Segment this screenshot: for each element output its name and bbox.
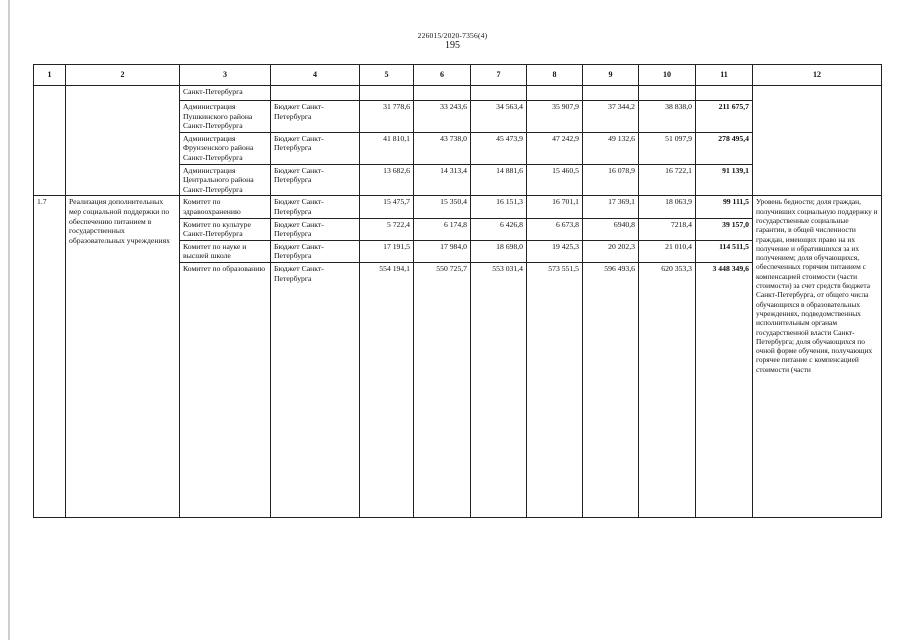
- source-cell: Бюджет Санкт-Петербурга: [271, 164, 360, 196]
- value-cell: 18 698,0: [471, 240, 527, 262]
- total-cell: 211 675,7: [696, 101, 753, 133]
- column-header: 3: [180, 65, 271, 86]
- value-cell: 47 242,9: [527, 132, 583, 164]
- value-cell: 15 350,4: [414, 196, 471, 218]
- measure-name-cell: Реализация дополнительных мер социальной поддержки по обеспечению питанием в государственных образовательных учреждениях: [66, 196, 180, 518]
- indicator-cell: Уровень бедности; доля граждан, получивших социальную поддержку и государственные социальные гарантии, в общей численности граждан, имеющих право на их получение и обратившихся за их получением; доля обучающихся, обеспеченных горячим питанием с компенсацией стоимости (части стоимости) за счет средств бюджета Санкт-Петербурга, от общего числа обучающихся в образовательных учреждениях, подведомственных исполнительным органам государственной власти Санкт-Петербурга; доля обучающихся по очной форме обучения, получающих горячее питание с компенсацией стоимости (части: [753, 196, 882, 518]
- value-cell: 20 202,3: [583, 240, 639, 262]
- total-cell: 3 448 349,6: [696, 262, 753, 517]
- value-cell: 14 313,4: [414, 164, 471, 196]
- value-cell: 573 551,5: [527, 262, 583, 517]
- total-cell: [696, 86, 753, 101]
- page-number: 195: [445, 40, 460, 51]
- executor-cell: Комитет по культуре Санкт-Петербурга: [180, 218, 271, 240]
- source-cell: Бюджет Санкт-Петербурга: [271, 240, 360, 262]
- number-cell: [34, 86, 66, 196]
- value-cell: 17 369,1: [583, 196, 639, 218]
- value-cell: [639, 86, 696, 101]
- source-cell: Бюджет Санкт-Петербурга: [271, 262, 360, 517]
- column-header: 2: [66, 65, 180, 86]
- value-cell: 34 563,4: [471, 101, 527, 133]
- value-cell: 14 881,6: [471, 164, 527, 196]
- value-cell: 6940,8: [583, 218, 639, 240]
- scan-edge-mark: [8, 0, 10, 640]
- value-cell: 37 344,2: [583, 101, 639, 133]
- value-cell: 596 493,6: [583, 262, 639, 517]
- total-cell: 99 111,5: [696, 196, 753, 218]
- total-cell: 278 495,4: [696, 132, 753, 164]
- column-header: 10: [639, 65, 696, 86]
- value-cell: 51 097,9: [639, 132, 696, 164]
- value-cell: 38 838,0: [639, 101, 696, 133]
- column-header: 5: [360, 65, 414, 86]
- total-cell: 114 511,5: [696, 240, 753, 262]
- value-cell: 6 174,8: [414, 218, 471, 240]
- value-cell: 16 151,3: [471, 196, 527, 218]
- budget-table: [33, 64, 882, 518]
- value-cell: [414, 86, 471, 101]
- table-row: [34, 196, 882, 218]
- column-header: 9: [583, 65, 639, 86]
- value-cell: 16 078,9: [583, 164, 639, 196]
- value-cell: 17 191,5: [360, 240, 414, 262]
- column-number-row: [34, 65, 882, 86]
- value-cell: 31 778,6: [360, 101, 414, 133]
- value-cell: 554 194,1: [360, 262, 414, 517]
- value-cell: 7218,4: [639, 218, 696, 240]
- value-cell: 550 725,7: [414, 262, 471, 517]
- column-header: 7: [471, 65, 527, 86]
- source-cell: Бюджет Санкт-Петербурга: [271, 218, 360, 240]
- value-cell: 16 701,1: [527, 196, 583, 218]
- executor-cell: Комитет по здравоохранению: [180, 196, 271, 218]
- value-cell: 49 132,6: [583, 132, 639, 164]
- source-cell: Бюджет Санкт-Петербурга: [271, 196, 360, 218]
- total-cell: 91 139,1: [696, 164, 753, 196]
- value-cell: 15 475,7: [360, 196, 414, 218]
- column-header: 4: [271, 65, 360, 86]
- value-cell: 45 473,9: [471, 132, 527, 164]
- executor-cell: Комитет по науке и высшей школе: [180, 240, 271, 262]
- value-cell: 43 738,0: [414, 132, 471, 164]
- value-cell: 13 682,6: [360, 164, 414, 196]
- executor-cell: Администрация Пушкинского района Санкт-Петербурга: [180, 101, 271, 133]
- value-cell: 16 722,1: [639, 164, 696, 196]
- column-header: 11: [696, 65, 753, 86]
- value-cell: 620 353,3: [639, 262, 696, 517]
- table-row: [34, 86, 882, 101]
- column-header: 8: [527, 65, 583, 86]
- value-cell: [360, 86, 414, 101]
- source-cell: Бюджет Санкт-Петербурга: [271, 132, 360, 164]
- value-cell: 41 810,1: [360, 132, 414, 164]
- value-cell: 19 425,3: [527, 240, 583, 262]
- executor-cell: Санкт-Петербурга: [180, 86, 271, 101]
- value-cell: 33 243,6: [414, 101, 471, 133]
- source-cell: Бюджет Санкт-Петербурга: [271, 101, 360, 133]
- value-cell: 5 722,4: [360, 218, 414, 240]
- executor-cell: Комитет по образованию: [180, 262, 271, 517]
- value-cell: 18 063,9: [639, 196, 696, 218]
- column-header: 1: [34, 65, 66, 86]
- column-header: 6: [414, 65, 471, 86]
- value-cell: [527, 86, 583, 101]
- value-cell: [583, 86, 639, 101]
- value-cell: 21 010,4: [639, 240, 696, 262]
- item-number-cell: 1.7: [34, 196, 66, 518]
- value-cell: 17 984,0: [414, 240, 471, 262]
- value-cell: 553 031,4: [471, 262, 527, 517]
- column-header: 12: [753, 65, 882, 86]
- indicator-cell: [753, 86, 882, 196]
- value-cell: 35 907,9: [527, 101, 583, 133]
- document-code: 226015/2020-7356(4): [417, 31, 488, 40]
- value-cell: 6 426,8: [471, 218, 527, 240]
- value-cell: [471, 86, 527, 101]
- value-cell: 15 460,5: [527, 164, 583, 196]
- value-cell: 6 673,8: [527, 218, 583, 240]
- measure-name-cell: [66, 86, 180, 196]
- executor-cell: Администрация Центрального района Санкт-Петербурга: [180, 164, 271, 196]
- source-cell: [271, 86, 360, 101]
- executor-cell: Администрация Фрунзенского района Санкт-Петербурга: [180, 132, 271, 164]
- total-cell: 39 157,0: [696, 218, 753, 240]
